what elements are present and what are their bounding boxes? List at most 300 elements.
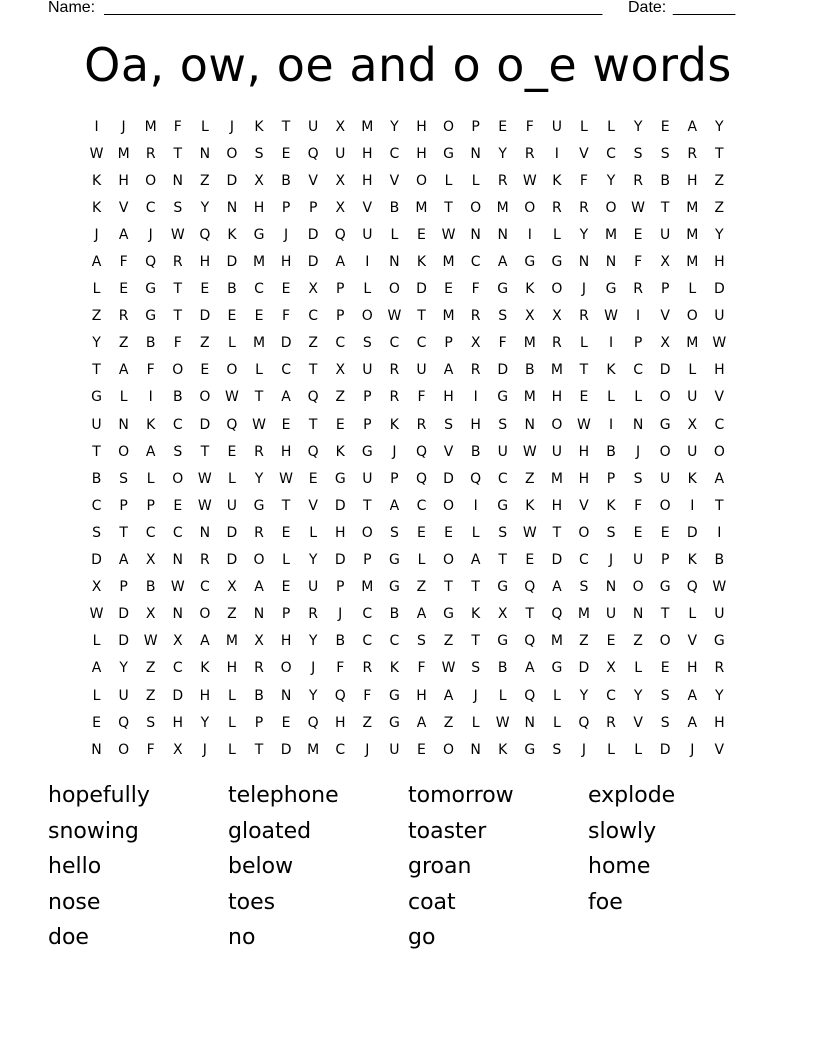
grid-letter: A: [525, 660, 535, 677]
grid-letter: L: [634, 741, 642, 758]
grid-letter: T: [715, 497, 724, 514]
grid-letter: N: [253, 606, 265, 623]
grid-row: [83, 736, 733, 763]
grid-letter: N: [632, 606, 644, 623]
grid-letter: O: [686, 308, 698, 325]
grid-letter: K: [335, 443, 345, 460]
grid-letter: L: [634, 389, 642, 406]
grid-letter: D: [659, 362, 671, 379]
grid-letter: F: [417, 660, 426, 677]
grid-letter: Z: [118, 335, 129, 352]
grid-letter: U: [308, 118, 319, 135]
grid-letter: H: [416, 687, 427, 704]
grid-letter: W: [252, 416, 266, 433]
word-bank-item: explode: [588, 783, 676, 808]
grid-letter: S: [498, 308, 508, 325]
grid-letter: B: [524, 362, 535, 379]
grid-letter: R: [254, 660, 264, 677]
grid-letter: M: [361, 579, 374, 596]
grid-row: [83, 519, 733, 546]
grid-letter: X: [335, 172, 346, 189]
grid-letter: M: [550, 470, 563, 487]
grid-letter: P: [606, 470, 616, 487]
grid-letter: Y: [633, 687, 643, 704]
grid-letter: Z: [335, 389, 346, 406]
grid-letter: E: [633, 524, 643, 541]
grid-letter: C: [497, 470, 508, 487]
grid-letter: A: [335, 254, 346, 271]
grid-letter: W: [197, 497, 212, 514]
grid-letter: X: [335, 199, 346, 216]
grid-letter: G: [91, 389, 102, 406]
grid-letter: O: [415, 172, 427, 189]
grid-letter: S: [579, 579, 589, 596]
grid-letter: I: [717, 524, 722, 541]
grid-letter: E: [660, 524, 670, 541]
grid-letter: O: [713, 443, 725, 460]
grid-letter: K: [687, 470, 697, 487]
page-title: Oa, ow, oe and o o_e words: [84, 38, 732, 92]
grid-letter: A: [497, 254, 508, 271]
grid-letter: N: [578, 254, 590, 271]
grid-letter: E: [444, 281, 453, 298]
grid-letter: A: [118, 362, 129, 379]
grid-letter: R: [470, 308, 481, 325]
grid-letter: X: [254, 633, 264, 650]
grid-letter: F: [634, 497, 643, 514]
grid-letter: C: [416, 335, 427, 352]
grid-letter: D: [659, 741, 671, 758]
grid-letter: P: [660, 552, 670, 569]
grid-letter: D: [686, 524, 698, 541]
word-bank-item: hello: [48, 854, 102, 879]
grid-letter: W: [197, 470, 212, 487]
grid-letter: V: [118, 199, 129, 216]
grid-letter: R: [145, 145, 156, 162]
grid-letter: K: [525, 497, 535, 514]
grid-letter: C: [714, 416, 725, 433]
grid-letter: Y: [498, 145, 507, 162]
grid-letter: H: [714, 714, 725, 731]
grid-letter: F: [146, 741, 155, 758]
grid-letter: L: [580, 335, 588, 352]
grid-letter: F: [471, 281, 480, 298]
grid-letter: T: [281, 118, 291, 135]
word-bank-item: foe: [588, 889, 623, 915]
grid-letter: M: [604, 226, 618, 243]
grid-letter: H: [714, 362, 725, 379]
grid-letter: C: [172, 524, 183, 541]
grid-letter: T: [281, 497, 291, 514]
grid-letter: O: [361, 308, 373, 325]
grid-letter: T: [552, 524, 562, 541]
grid-letter: S: [498, 524, 508, 541]
grid-letter: J: [338, 606, 343, 623]
grid-letter: O: [172, 470, 184, 487]
grid-letter: W: [279, 470, 293, 487]
date-field-line: _______: [673, 0, 736, 16]
grid-letter: L: [607, 389, 615, 406]
grid-letter: Q: [686, 579, 698, 596]
grid-letter: L: [444, 172, 453, 189]
grid-letter: T: [254, 741, 264, 758]
grid-letter: M: [144, 118, 157, 135]
grid-letter: G: [443, 145, 454, 162]
grid-letter: O: [443, 497, 455, 514]
grid-letter: V: [362, 199, 373, 216]
grid-letter: V: [579, 145, 589, 162]
grid-letter: I: [94, 118, 99, 135]
grid-letter: B: [389, 606, 400, 623]
grid-letter: E: [281, 579, 291, 596]
word-bank-row: [48, 922, 768, 958]
grid-letter: T: [308, 416, 318, 433]
grid-letter: P: [119, 497, 128, 514]
grid-row: [83, 276, 733, 303]
grid-letter: U: [497, 443, 508, 460]
grid-letter: U: [118, 687, 129, 704]
grid-letter: V: [389, 172, 400, 189]
grid-letter: X: [470, 335, 481, 352]
grid-letter: Q: [307, 145, 319, 162]
grid-letter: S: [146, 714, 156, 731]
grid-letter: E: [281, 714, 291, 731]
grid-letter: Z: [308, 335, 318, 352]
grid-letter: U: [416, 362, 427, 379]
grid-letter: S: [633, 145, 643, 162]
grid-letter: K: [91, 172, 102, 189]
grid-letter: V: [633, 714, 643, 731]
grid-letter: S: [362, 335, 372, 352]
grid-letter: X: [91, 579, 102, 596]
grid-letter: D: [713, 281, 725, 298]
grid-letter: Y: [92, 335, 101, 352]
grid-letter: O: [659, 443, 671, 460]
grid-letter: A: [91, 660, 102, 677]
grid-letter: X: [335, 118, 346, 135]
grid-row: [83, 628, 733, 655]
grid-letter: W: [225, 389, 239, 406]
grid-letter: M: [496, 199, 509, 216]
grid-letter: J: [121, 118, 126, 135]
word-bank-item: below: [228, 854, 294, 879]
grid-letter: M: [252, 254, 266, 271]
grid-letter: Y: [119, 660, 128, 677]
grid-letter: R: [633, 172, 643, 189]
grid-letter: N: [389, 254, 400, 271]
grid-letter: G: [145, 308, 157, 325]
grid-letter: M: [686, 226, 699, 243]
grid-letter: Z: [227, 606, 237, 623]
grid-letter: S: [660, 687, 670, 704]
grid-letter: W: [577, 416, 591, 433]
grid-letter: M: [577, 606, 590, 623]
grid-letter: X: [660, 254, 670, 271]
grid-letter: B: [91, 470, 102, 487]
grid-letter: Y: [715, 687, 724, 704]
grid-letter: D: [497, 362, 509, 379]
grid-letter: W: [631, 199, 646, 216]
grid-letter: Z: [200, 172, 210, 189]
grid-letter: R: [633, 281, 643, 298]
grid-letter: O: [199, 606, 211, 623]
grid-letter: A: [254, 579, 264, 596]
grid-row: [83, 547, 733, 574]
grid-letter: E: [579, 389, 589, 406]
grid-letter: C: [145, 524, 156, 541]
grid-letter: N: [172, 552, 184, 569]
grid-row: [83, 140, 733, 167]
grid-letter: H: [334, 524, 346, 541]
grid-letter: S: [444, 416, 453, 433]
grid-letter: Q: [470, 470, 482, 487]
grid-letter: F: [363, 687, 372, 704]
grid-letter: I: [636, 308, 641, 325]
name-field-line: ________________________________________________________: [104, 0, 603, 16]
grid-letter: S: [254, 145, 264, 162]
grid-letter: W: [170, 226, 185, 243]
grid-letter: O: [361, 524, 373, 541]
grid-letter: D: [199, 416, 211, 433]
word-bank-item: no: [228, 925, 256, 950]
grid-letter: X: [172, 633, 183, 650]
grid-letter: U: [632, 552, 644, 569]
grid-letter: M: [361, 118, 374, 135]
grid-row: [83, 682, 733, 709]
grid-row: [83, 357, 733, 384]
grid-letter: R: [254, 524, 264, 541]
grid-letter: Z: [91, 308, 102, 325]
grid-letter: B: [335, 633, 346, 650]
grid-letter: I: [473, 389, 478, 406]
grid-letter: R: [579, 308, 589, 325]
grid-letter: Z: [714, 172, 725, 189]
grid-letter: C: [606, 145, 616, 162]
grid-letter: Y: [715, 118, 724, 135]
grid-letter: L: [552, 226, 561, 243]
grid-letter: E: [417, 524, 426, 541]
grid-letter: E: [335, 416, 345, 433]
grid-letter: F: [634, 254, 643, 271]
grid-letter: R: [552, 199, 562, 216]
grid-letter: R: [416, 416, 427, 433]
grid-letter: X: [606, 660, 616, 677]
grid-letter: R: [552, 335, 562, 352]
grid-letter: U: [362, 362, 373, 379]
grid-letter: Y: [579, 226, 589, 243]
grid-letter: P: [281, 606, 291, 623]
grid-letter: X: [145, 606, 156, 623]
grid-letter: S: [660, 145, 670, 162]
grid-letter: Q: [334, 687, 346, 704]
grid-letter: C: [335, 741, 346, 758]
grid-letter: L: [228, 714, 236, 731]
grid-letter: A: [687, 687, 698, 704]
grid-letter: X: [308, 281, 318, 298]
grid-letter: L: [471, 714, 480, 731]
grid-letter: E: [606, 633, 616, 650]
grid-letter: W: [143, 633, 158, 650]
grid-letter: C: [362, 606, 373, 623]
grid-letter: E: [173, 497, 183, 514]
grid-letter: L: [228, 741, 236, 758]
grid-letter: A: [281, 389, 291, 406]
grid-letter: H: [172, 714, 184, 731]
grid-letter: H: [443, 389, 454, 406]
grid-letter: R: [497, 172, 508, 189]
grid-letter: W: [89, 606, 104, 623]
grid-letter: B: [254, 687, 264, 704]
grid-letter: B: [281, 172, 291, 189]
grid-letter: G: [551, 660, 563, 677]
grid-letter: O: [118, 741, 130, 758]
grid-letter: S: [92, 524, 101, 541]
grid-letter: H: [280, 254, 292, 271]
grid-letter: L: [390, 226, 399, 243]
grid-letter: O: [605, 199, 617, 216]
grid-letter: X: [254, 172, 264, 189]
grid-letter: G: [361, 443, 373, 460]
grid-letter: Q: [307, 389, 319, 406]
grid-letter: M: [550, 633, 563, 650]
word-bank-item: toaster: [408, 818, 487, 844]
grid-letter: P: [444, 335, 453, 352]
grid-letter: N: [470, 226, 481, 243]
grid-letter: L: [688, 362, 697, 379]
grid-letter: G: [524, 254, 536, 271]
grid-letter: K: [552, 172, 562, 189]
grid-letter: E: [417, 741, 426, 758]
grid-letter: O: [659, 497, 671, 514]
grid-letter: E: [281, 416, 291, 433]
grid-letter: J: [581, 281, 587, 298]
grid-letter: T: [173, 145, 183, 162]
grid-letter: O: [226, 362, 238, 379]
grid-letter: U: [226, 497, 238, 514]
grid-letter: D: [334, 552, 346, 569]
grid-letter: C: [335, 335, 346, 352]
grid-letter: D: [226, 172, 238, 189]
grid-letter: F: [119, 254, 128, 271]
grid-letter: G: [713, 633, 725, 650]
grid-letter: J: [636, 443, 641, 460]
grid-letter: P: [363, 552, 372, 569]
grid-letter: Q: [524, 687, 536, 704]
grid-letter: Q: [145, 254, 157, 271]
grid-letter: R: [199, 552, 210, 569]
grid-letter: O: [253, 552, 265, 569]
grid-letter: T: [92, 362, 101, 379]
grid-letter: K: [389, 416, 399, 433]
grid-letter: C: [389, 335, 400, 352]
grid-letter: D: [280, 335, 292, 352]
grid-row: [83, 411, 733, 438]
grid-letter: O: [551, 416, 563, 433]
grid-letter: C: [281, 362, 291, 379]
grid-letter: K: [254, 118, 264, 135]
grid-letter: H: [578, 443, 590, 460]
grid-letter: C: [633, 362, 643, 379]
grid-letter: U: [687, 443, 698, 460]
grid-letter: P: [254, 714, 264, 731]
grid-letter: I: [608, 335, 614, 352]
grid-letter: O: [280, 660, 292, 677]
grid-row: [83, 655, 733, 682]
grid-letter: J: [365, 741, 370, 758]
grid-letter: A: [552, 579, 562, 596]
grid-letter: L: [92, 281, 101, 298]
grid-letter: K: [525, 281, 535, 298]
grid-letter: W: [89, 145, 104, 162]
grid-letter: A: [443, 362, 454, 379]
grid-letter: A: [687, 714, 698, 731]
grid-letter: F: [173, 118, 182, 135]
grid-row: [83, 384, 733, 411]
word-bank-item: tomorrow: [408, 783, 514, 808]
word-bank-item: slowly: [588, 818, 657, 844]
grid-letter: L: [471, 524, 480, 541]
grid-letter: C: [172, 416, 183, 433]
grid-letter: J: [284, 226, 289, 243]
grid-letter: R: [389, 362, 400, 379]
grid-letter: Q: [578, 714, 590, 731]
grid-letter: D: [172, 687, 184, 704]
grid-letter: U: [362, 470, 373, 487]
grid-letter: G: [497, 579, 509, 596]
grid-letter: L: [634, 660, 642, 677]
grid-letter: V: [714, 741, 725, 758]
grid-letter: U: [362, 226, 373, 243]
grid-letter: E: [444, 524, 453, 541]
grid-letter: O: [470, 199, 482, 216]
grid-letter: O: [632, 579, 644, 596]
grid-letter: Q: [307, 714, 319, 731]
grid-letter: Y: [390, 118, 399, 135]
name-label: Name:: [48, 0, 96, 16]
grid-letter: H: [551, 389, 563, 406]
word-bank-item: telephone: [228, 783, 339, 808]
grid-letter: D: [307, 254, 319, 271]
grid-letter: Z: [200, 335, 210, 352]
grid-letter: Q: [524, 633, 536, 650]
grid-letter: P: [471, 118, 480, 135]
grid-letter: D: [226, 552, 238, 569]
grid-letter: T: [715, 145, 724, 162]
grid-letter: L: [282, 552, 290, 569]
grid-letter: U: [551, 443, 562, 460]
grid-letter: E: [200, 362, 210, 379]
grid-letter: Y: [715, 226, 724, 243]
grid-letter: A: [714, 470, 725, 487]
grid-letter: G: [334, 470, 346, 487]
grid-letter: E: [525, 552, 535, 569]
grid-letter: X: [687, 416, 698, 433]
grid-letter: A: [416, 714, 427, 731]
grid-letter: O: [659, 389, 671, 406]
grid-letter: L: [309, 524, 318, 541]
grid-letter: F: [173, 335, 182, 352]
grid-letter: C: [254, 281, 264, 298]
grid-letter: C: [362, 633, 373, 650]
grid-letter: Q: [551, 606, 563, 623]
grid-letter: D: [443, 470, 454, 487]
grid-letter: J: [608, 552, 614, 569]
grid-letter: W: [604, 308, 618, 325]
grid-letter: O: [551, 281, 563, 298]
grid-letter: N: [118, 416, 129, 433]
grid-letter: Z: [633, 633, 643, 650]
grid-letter: A: [200, 633, 210, 650]
